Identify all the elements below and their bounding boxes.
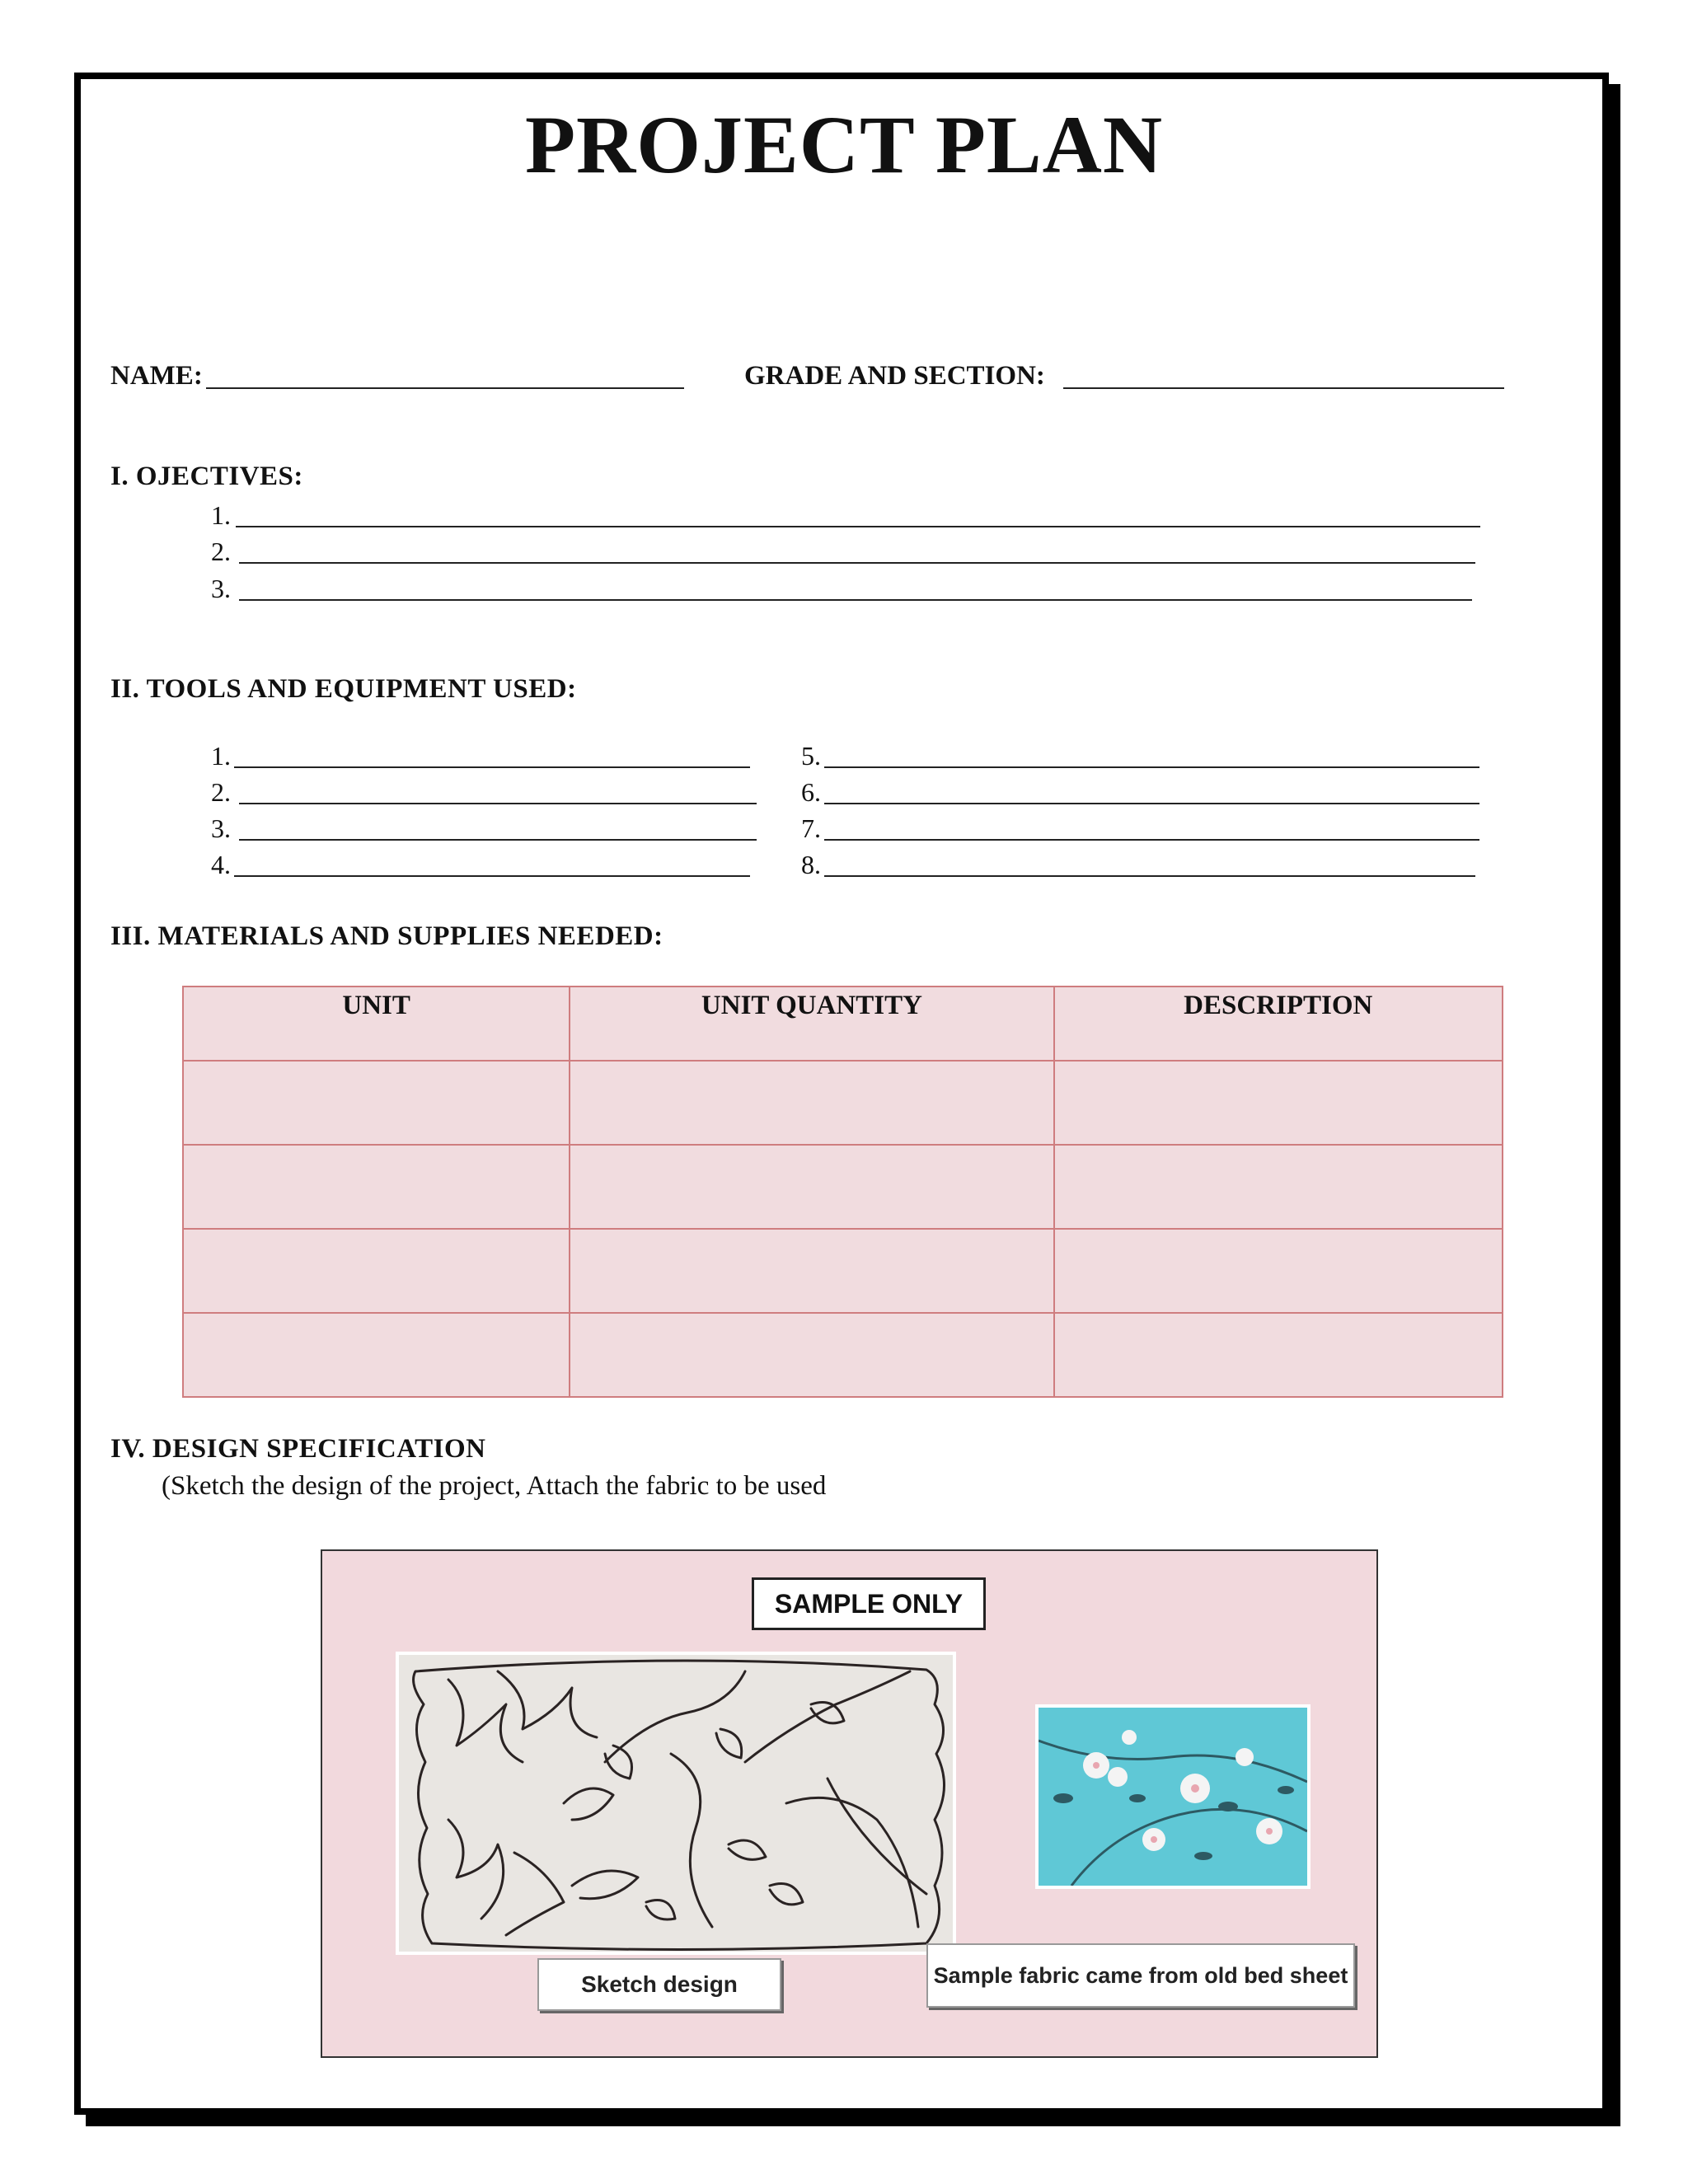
materials-heading: III. MATERIALS AND SUPPLIES NEEDED: bbox=[110, 921, 663, 951]
objective-number-1: 1. bbox=[211, 500, 231, 530]
objective-field-3[interactable] bbox=[239, 599, 1472, 601]
objective-number-2: 2. bbox=[211, 537, 231, 566]
tool-field-6[interactable] bbox=[824, 803, 1479, 804]
tool-field-7[interactable] bbox=[824, 839, 1479, 841]
materials-header-row bbox=[183, 987, 1503, 1061]
tool-number-6: 6. bbox=[801, 777, 821, 807]
sample-fabric-image bbox=[1035, 1704, 1311, 1889]
column-header-unit-quantity: UNIT QUANTITY bbox=[570, 987, 1053, 1061]
description-cell[interactable] bbox=[1054, 1145, 1503, 1229]
tool-number-5: 5. bbox=[801, 741, 821, 771]
unit-cell[interactable] bbox=[183, 1229, 570, 1313]
tool-field-3[interactable] bbox=[239, 839, 757, 841]
table-row bbox=[183, 1145, 1503, 1229]
column-header-description: DESCRIPTION bbox=[1054, 987, 1503, 1061]
table-row bbox=[183, 1229, 1503, 1313]
tool-number-1: 1. bbox=[211, 741, 231, 771]
unit-quantity-cell[interactable] bbox=[570, 1313, 1053, 1397]
sketch-design-image bbox=[396, 1652, 956, 1955]
tool-number-3: 3. bbox=[211, 813, 231, 843]
description-cell[interactable] bbox=[1054, 1061, 1503, 1145]
tool-field-8[interactable] bbox=[824, 875, 1475, 877]
tool-field-5[interactable] bbox=[824, 766, 1479, 768]
sample-fabric-caption: Sample fabric came from old bed sheet bbox=[926, 1943, 1355, 2008]
unit-cell[interactable] bbox=[183, 1313, 570, 1397]
objectives-heading: I. OJECTIVES: bbox=[110, 462, 303, 491]
description-cell[interactable] bbox=[1054, 1229, 1503, 1313]
unit-quantity-cell[interactable] bbox=[570, 1145, 1053, 1229]
tool-number-7: 7. bbox=[801, 813, 821, 843]
page-title: PROJECT PLAN bbox=[524, 99, 1164, 190]
sketch-design-caption: Sketch design bbox=[537, 1958, 781, 2011]
name-field[interactable] bbox=[206, 387, 684, 389]
grade-section-field[interactable] bbox=[1063, 387, 1504, 389]
table-row bbox=[183, 1061, 1503, 1145]
unit-cell[interactable] bbox=[183, 1145, 570, 1229]
tool-number-8: 8. bbox=[801, 850, 821, 879]
grade-section-label: GRADE AND SECTION: bbox=[744, 361, 1045, 391]
tool-number-4: 4. bbox=[211, 850, 231, 879]
sample-only-label: SAMPLE ONLY bbox=[752, 1577, 986, 1630]
design-instructions: (Sketch the design of the project, Attach the fabric to be used bbox=[162, 1471, 827, 1501]
materials-table bbox=[182, 986, 1503, 1398]
design-heading: IV. DESIGN SPECIFICATION bbox=[110, 1434, 486, 1464]
unit-quantity-cell[interactable] bbox=[570, 1061, 1053, 1145]
objective-field-2[interactable] bbox=[239, 562, 1475, 564]
description-cell[interactable] bbox=[1054, 1313, 1503, 1397]
table-row bbox=[183, 1313, 1503, 1397]
tool-field-1[interactable] bbox=[234, 766, 750, 768]
tool-number-2: 2. bbox=[211, 777, 231, 807]
tool-field-4[interactable] bbox=[234, 875, 750, 877]
name-label: NAME: bbox=[110, 361, 203, 391]
unit-quantity-cell[interactable] bbox=[570, 1229, 1053, 1313]
objective-field-1[interactable] bbox=[236, 526, 1480, 527]
column-header-unit: UNIT bbox=[183, 987, 570, 1061]
unit-cell[interactable] bbox=[183, 1061, 570, 1145]
objective-number-3: 3. bbox=[211, 574, 231, 603]
tools-heading: II. TOOLS AND EQUIPMENT USED: bbox=[110, 674, 577, 704]
tool-field-2[interactable] bbox=[239, 803, 757, 804]
